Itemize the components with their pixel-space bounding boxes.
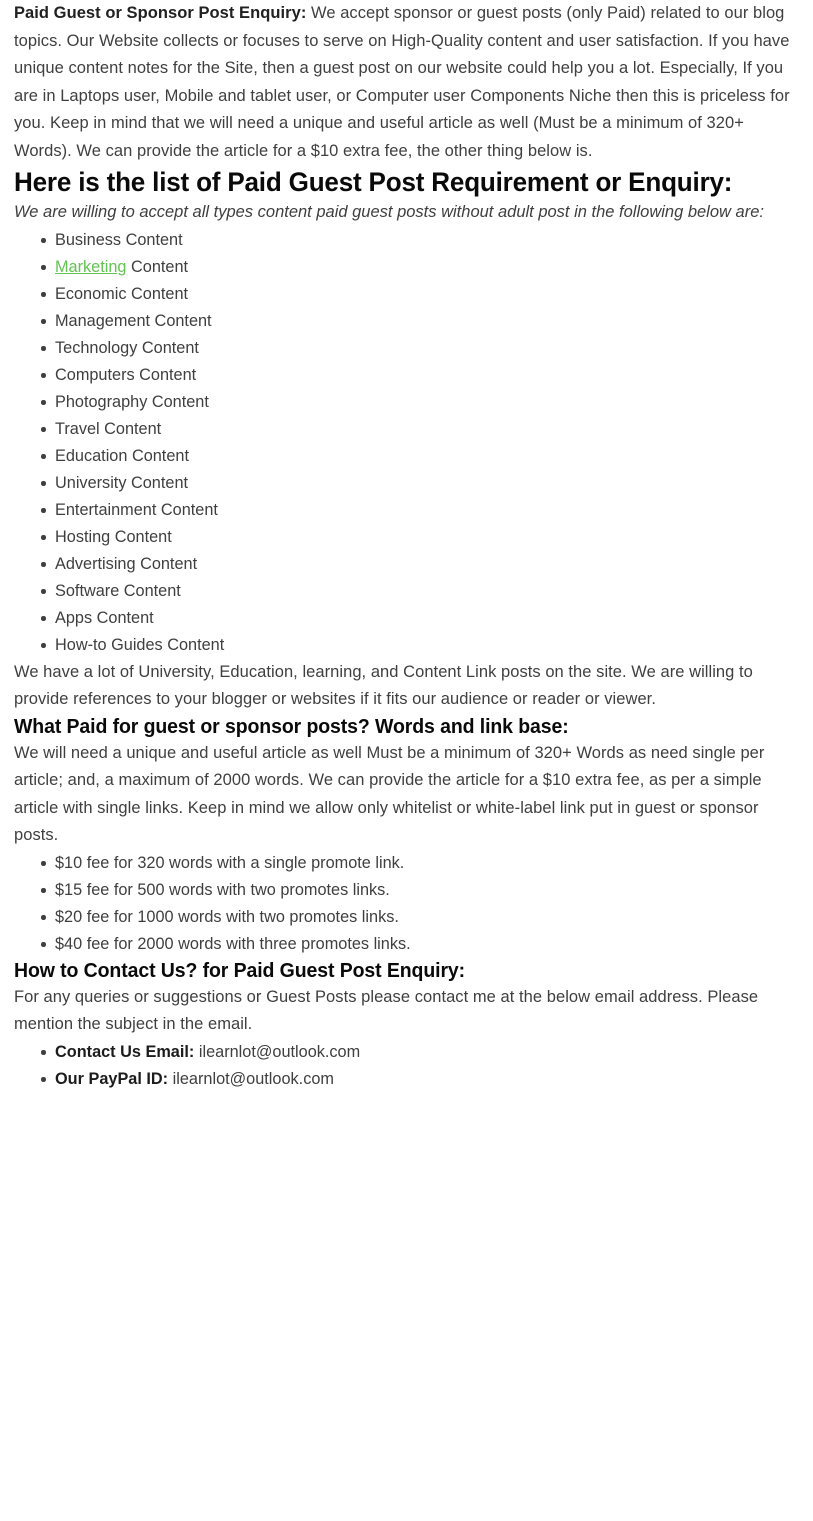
content-topics-list xyxy=(14,227,799,659)
list-item-text: $40 fee for 2000 words with three promotes links. xyxy=(55,934,411,953)
list-item xyxy=(55,308,799,335)
list-item xyxy=(55,632,799,659)
list-item-text: Hosting Content xyxy=(55,527,172,546)
list-item xyxy=(55,254,799,281)
list-item-text: $10 fee for 320 words with a single promote link. xyxy=(55,853,405,872)
list-item xyxy=(55,227,799,254)
list-item-text: Photography Content xyxy=(55,392,209,411)
list-item-text: Education Content xyxy=(55,446,189,465)
list-item xyxy=(55,551,799,578)
list-item-text: Technology Content xyxy=(55,338,199,357)
list-item-text: $15 fee for 500 words with two promotes links. xyxy=(55,880,390,899)
paypal-id-value: ilearnlot@outlook.com xyxy=(168,1069,334,1088)
list-item xyxy=(55,931,799,958)
list-item xyxy=(55,1066,799,1093)
contact-email-label: Contact Us Email: xyxy=(55,1042,195,1061)
lead-paragraph xyxy=(14,0,799,165)
lead-paragraph-label: Paid Guest or Sponsor Post Enquiry: xyxy=(14,4,307,22)
contact-heading: How to Contact Us? for Paid Guest Post Enquiry: xyxy=(14,958,466,982)
list-item-text: Economic Content xyxy=(55,284,189,303)
contact-email-value: ilearnlot@outlook.com xyxy=(194,1042,361,1061)
list-item-text: Advertising Content xyxy=(55,554,198,573)
paypal-id-label: Our PayPal ID: xyxy=(55,1069,169,1088)
list-item xyxy=(55,416,799,443)
list-item-text: University Content xyxy=(55,473,189,492)
list-item xyxy=(55,904,799,931)
list-item-text: Content xyxy=(126,257,189,276)
intro-italic-paragraph: We are willing to accept all types content paid guest posts without adult post in the following below are: xyxy=(14,203,764,221)
list-item xyxy=(55,1039,799,1066)
list-item xyxy=(55,850,799,877)
list-item xyxy=(55,443,799,470)
marketing-link[interactable]: Marketing xyxy=(55,257,127,276)
contact-paragraph: For any queries or suggestions or Guest Posts please contact me at the below email address. Please mention the subject in the email. xyxy=(14,987,759,1033)
list-item-text: Software Content xyxy=(55,581,181,600)
list-item-text: Travel Content xyxy=(55,419,162,438)
list-item-text: Computers Content xyxy=(55,365,197,384)
list-item xyxy=(55,470,799,497)
pricing-paragraph: We will need a unique and useful article as well Must be a minimum of 320+ Words as need single per article; and, a maximum of 2000 words. We can provide the article for a $10 extra fee, as per a simple article with single links. Keep in mind we allow only whitelist or white-label link put in guest or sponsor posts. xyxy=(14,743,765,844)
contact-details-list xyxy=(14,1039,799,1093)
list-item-text: Business Content xyxy=(55,230,183,249)
references-paragraph: We have a lot of University, Education, learning, and Content Link posts on the site. We are willing to provide references to your blogger or websites if it fits our audience or reader or viewer. xyxy=(14,662,753,708)
list-item xyxy=(55,281,799,308)
list-item xyxy=(55,605,799,632)
list-item-text: Entertainment Content xyxy=(55,500,218,519)
list-item xyxy=(55,524,799,551)
pricing-heading: What Paid for guest or sponsor posts? Words and link base: xyxy=(14,714,569,738)
list-item-text: How-to Guides Content xyxy=(55,635,225,654)
pricing-list xyxy=(14,850,799,958)
list-item xyxy=(55,877,799,904)
lead-paragraph-text: We accept sponsor or guest posts (only Paid) related to our blog topics. Our Website collects or focuses to serve on High-Quality content and user satisfaction. If you have unique content notes for the Site, then a guest post on our website could help you a lot. Especially, If you are in Laptops user, Mobile and tablet user, or Computer user Components Niche then this is priceless for you. Keep in mind that we will need a unique and useful article as well (Must be a minimum of 320+ Words). We can provide the article for a $10 extra fee, the other thing below is. xyxy=(14,4,790,160)
section-heading: Here is the list of Paid Guest Post Requirement or Enquiry: xyxy=(14,167,733,197)
list-item-text: $20 fee for 1000 words with two promotes links. xyxy=(55,907,399,926)
list-item xyxy=(55,335,799,362)
list-item xyxy=(55,578,799,605)
list-item xyxy=(55,497,799,524)
list-item-text: Apps Content xyxy=(55,608,154,627)
list-item-text: Management Content xyxy=(55,311,212,330)
list-item xyxy=(55,362,799,389)
list-item xyxy=(55,389,799,416)
